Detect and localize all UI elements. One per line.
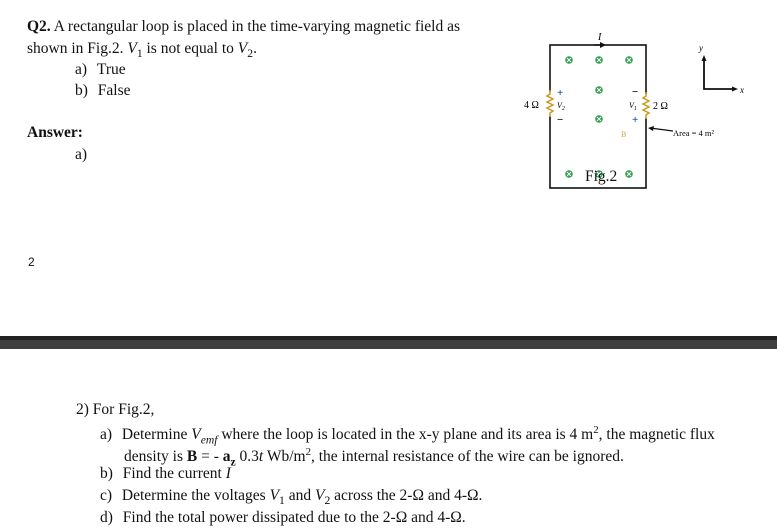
item-a-text3: , the magnetic flux: [598, 426, 715, 444]
option-a-letter: a): [75, 61, 88, 78]
right-resistor-label: 2 Ω: [653, 101, 668, 112]
item-d-letter: d): [100, 509, 113, 526]
v1-symbol: V: [127, 40, 137, 57]
item-b-text: Find the current: [122, 465, 226, 482]
question-text-2b: is not equal to: [142, 40, 238, 57]
item-d-text: Find the total power dissipated due to the 2-Ω and 4-Ω.: [122, 509, 466, 526]
item-c-and: and: [284, 487, 315, 504]
answer-value: a): [75, 146, 88, 163]
item-a-text1: Determine: [121, 426, 192, 444]
x-axis-arrow: [732, 87, 738, 92]
item-a-l2-text1: density is: [124, 448, 187, 466]
x-axis-label: x: [740, 85, 744, 95]
figure-caption: Fig.2: [585, 168, 618, 185]
current-symbol: I: [225, 465, 231, 482]
item-a-letter: a): [100, 426, 113, 444]
left-resistor-label: 4 Ω: [524, 100, 539, 111]
area-exponent: 2: [593, 424, 599, 436]
current-label: I: [598, 32, 602, 43]
az-subscript: z: [230, 455, 236, 469]
field-marker: [625, 56, 633, 64]
flux-exponent: 2: [305, 446, 311, 458]
area-pointer-head: [648, 126, 654, 131]
v2-symbol: V: [237, 40, 248, 57]
y-axis-arrow: [702, 55, 707, 61]
az-vector: a: [222, 448, 231, 466]
field-marker: [565, 56, 573, 64]
c-v1-symbol: V: [269, 487, 280, 504]
option-b-text: False: [97, 82, 131, 99]
item-a-l2-text3: 0.3: [235, 448, 259, 466]
right-plus: +: [632, 114, 639, 126]
page-number: 2: [28, 255, 35, 269]
area-label: Area = 4 m²: [673, 128, 715, 138]
v1-subscript: 1: [136, 47, 143, 61]
question-line-1: [27, 17, 460, 37]
field-marker: [595, 86, 603, 94]
option-a-text: True: [96, 61, 126, 78]
item-c-text1: Determine the voltages: [121, 487, 270, 504]
question-text-2c: .: [253, 40, 257, 57]
left-plus: +: [557, 87, 564, 99]
c-v2-subscript: 2: [324, 494, 331, 508]
field-marker: [595, 56, 603, 64]
field-marker: [625, 170, 633, 178]
question-line-2: [27, 39, 257, 64]
item-c-letter: c): [100, 487, 113, 504]
page-divider: [0, 336, 777, 349]
question-text-1: A rectangular loop is placed in the time-varying magnetic field as: [53, 18, 461, 35]
question-text-2a: shown in Fig.2.: [27, 40, 128, 57]
time-symbol: t: [258, 448, 264, 466]
problem2-intro: 2) For Fig.2,: [76, 401, 155, 418]
item-b-letter: b): [100, 465, 113, 482]
item-a-text2: where the loop is located in the x-y plane and its area is 4 m: [217, 426, 594, 444]
field-label: B: [621, 130, 627, 139]
item-a-l2-text2: = -: [197, 448, 223, 466]
c-v1-subscript: 1: [279, 494, 285, 508]
field-marker: [595, 115, 603, 123]
figure-2: [510, 30, 760, 200]
right-minus: −: [632, 86, 639, 98]
option-a: [75, 61, 126, 79]
right-voltage-label: $V_1$: [629, 101, 637, 112]
option-b-letter: b): [75, 82, 88, 99]
vemf-subscript: emf: [200, 433, 218, 447]
c-v2-symbol: V: [314, 487, 325, 504]
option-b: [75, 82, 131, 100]
left-voltage-label: $V_2$: [557, 101, 565, 112]
item-a-l2-text4: Wb/m: [263, 448, 306, 466]
vemf-symbol: V: [191, 426, 201, 444]
field-marker: [565, 170, 573, 178]
axis-lines: [704, 59, 734, 89]
answer-label: Answer:: [27, 124, 83, 141]
problem2-item-b: [100, 463, 231, 485]
left-minus: −: [557, 114, 564, 126]
question-number: Q2.: [27, 18, 51, 35]
v2-subscript: 2: [247, 47, 254, 61]
y-axis-label: y: [699, 43, 703, 53]
problem2-item-d: [100, 507, 466, 529]
item-a-l2-text5: , the internal resistance of the wire can be ignored.: [310, 448, 624, 466]
item-c-text2: across the 2-Ω and 4-Ω.: [330, 487, 483, 504]
b-vector: B: [186, 448, 198, 466]
